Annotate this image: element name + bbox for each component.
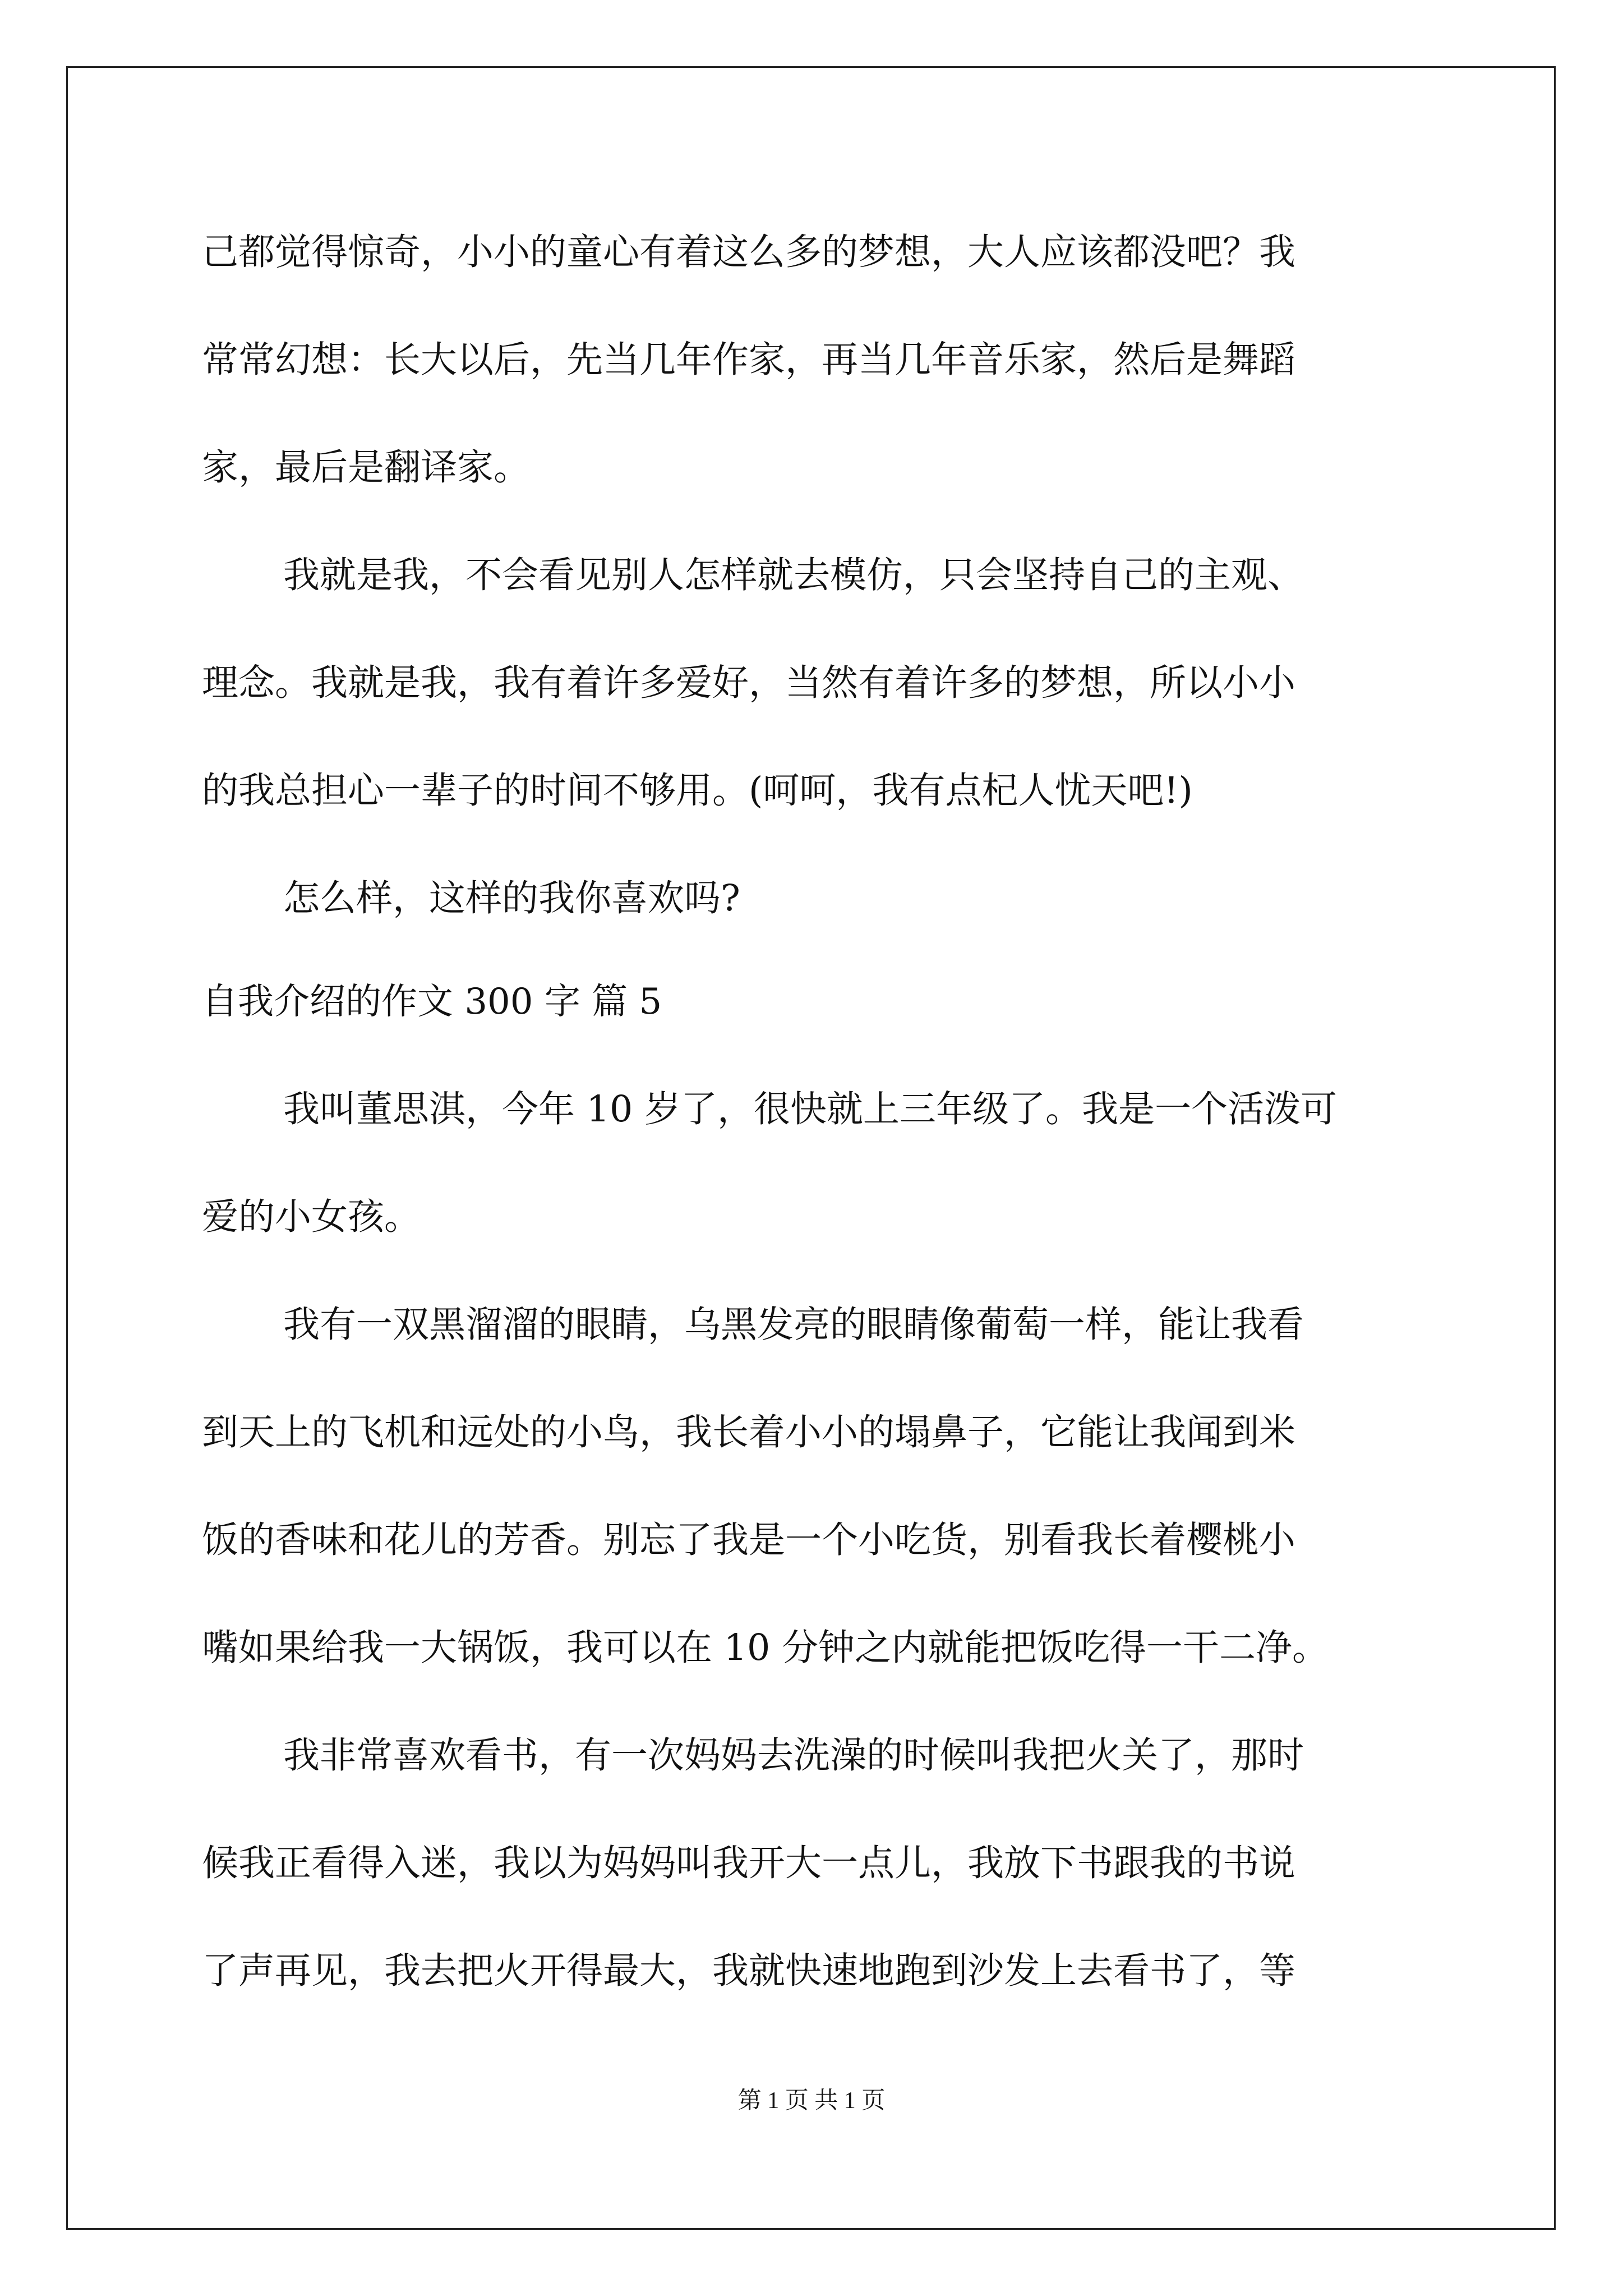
text-line-9: 我叫董思淇，今年 10 岁了，很快就上三年级了。我是一个活泼可 (283, 1088, 1338, 1130)
text-line-7: 怎么样，这样的我你喜欢吗? (283, 877, 740, 919)
text-line-15: 我非常喜欢看书，有一次妈妈去洗澡的时候叫我把火关了，那时 (283, 1734, 1304, 1777)
text-line-13: 饭的香味和花儿的芳香。别忘了我是一个小吃货，别看我长着樱桃小 (202, 1519, 1296, 1561)
text-line-17: 了声再见，我去把火开得最大，我就快速地跑到沙发上去看书了，等 (202, 1950, 1296, 1992)
text-line-11: 我有一双黑溜溜的眼睛，乌黑发亮的眼睛像葡萄一样，能让我看 (283, 1304, 1304, 1346)
text-line-5: 理念。我就是我，我有着许多爱好，当然有着许多的梦想，所以小小 (202, 662, 1296, 704)
page-border (66, 66, 1556, 2230)
text-line-10: 爱的小女孩。 (202, 1196, 421, 1238)
text-line-6: 的我总担心一辈子的时间不够用。(呵呵，我有点杞人忧天吧!) (202, 770, 1193, 812)
section-heading: 自我介绍的作文 300 字 篇 5 (202, 981, 662, 1023)
text-line-3: 家，最后是翻译家。 (202, 447, 531, 489)
text-line-16: 候我正看得入迷，我以为妈妈叫我开大一点儿，我放下书跟我的书说 (202, 1842, 1296, 1884)
text-line-1: 己都觉得惊奇，小小的童心有着这么多的梦想，大人应该都没吧？我 (202, 231, 1296, 273)
text-line-2: 常常幻想：长大以后，先当几年作家，再当几年音乐家，然后是舞蹈 (202, 339, 1296, 381)
page-footer: 第 1 页 共 1 页 (737, 2088, 886, 2114)
text-line-12: 到天上的飞机和远处的小鸟，我长着小小的塌鼻子，它能让我闻到米 (202, 1411, 1296, 1453)
text-line-14: 嘴如果给我一大锅饭，我可以在 10 分钟之内就能把饭吃得一干二净。 (202, 1627, 1329, 1669)
text-line-4: 我就是我，不会看见别人怎样就去模仿，只会坚持自己的主观、 (283, 554, 1304, 596)
